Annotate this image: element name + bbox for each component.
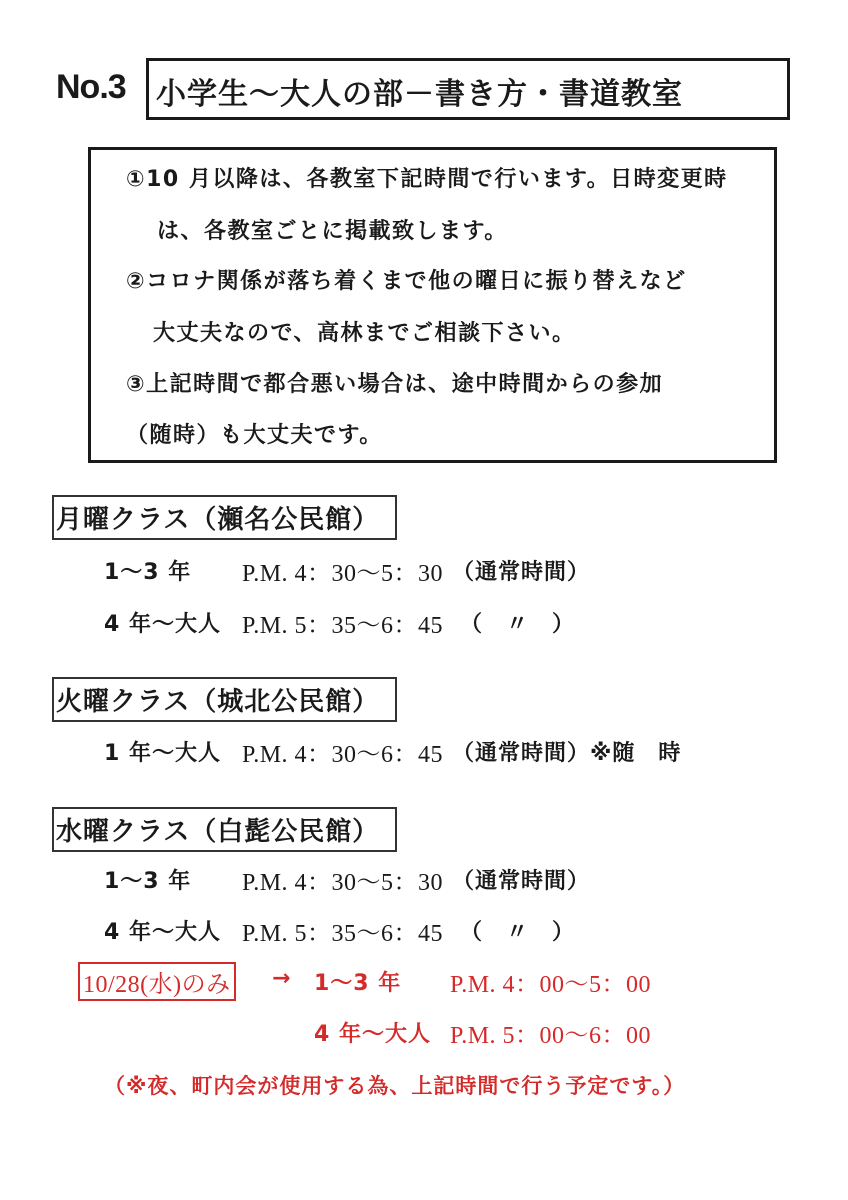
arrow-right-icon: → — [272, 966, 292, 991]
wednesday-class-heading: 水曜クラス（白髭公民館） — [52, 807, 397, 852]
tuesday-class-heading: 火曜クラス（城北公民館） — [52, 677, 397, 722]
tuesday-row-1-time: P.M. 4：30～6：45 — [242, 742, 444, 768]
tuesday-row-1-note: （通常時間）※随 時 — [452, 741, 682, 766]
wednesday-row-1-note: （通常時間） — [452, 869, 591, 894]
wednesday-row-1-grade: 1～3 年 — [104, 869, 192, 894]
special-reason-note: （※夜、町内会が使用する為、上記時間で行う予定です。） — [104, 1074, 686, 1098]
special-date-badge: 10/28(水)のみ — [78, 962, 236, 1001]
wednesday-row-2-grade: 4 年～大人 — [104, 920, 221, 945]
monday-row-2-note: （ 〃 ） — [460, 612, 576, 637]
notice-line-2: は、各教室ごとに掲載致します。 — [157, 219, 508, 244]
monday-row-1-time: P.M. 4：30～5：30 — [242, 561, 444, 587]
tuesday-row-1-grade: 1 年～大人 — [104, 741, 221, 766]
special-row-1-time: P.M. 4：00～5：00 — [450, 972, 652, 998]
monday-row-1-grade: 1～3 年 — [104, 560, 192, 585]
wednesday-row-2-time: P.M. 5：35～6：45 — [242, 921, 444, 947]
monday-class-heading: 月曜クラス（瀬名公民館） — [52, 495, 397, 540]
page-title: 小学生～大人の部－書き方・書道教室 — [156, 77, 683, 112]
notice-line-6: （随時）も大丈夫です。 — [126, 423, 383, 448]
monday-row-2-grade: 4 年～大人 — [104, 612, 221, 637]
special-row-1-grade: 1～3 年 — [314, 971, 402, 996]
notice-line-1: ①10 月以降は、各教室下記時間で行います。日時変更時 — [126, 167, 728, 192]
notice-box — [88, 147, 777, 463]
notice-line-4: 大丈夫なので、高林までご相談下さい。 — [153, 321, 576, 346]
monday-row-2-time: P.M. 5：35～6：45 — [242, 613, 444, 639]
special-row-2-time: P.M. 5：00～6：00 — [450, 1023, 652, 1049]
notice-line-5: ③上記時間で都合悪い場合は、途中時間からの参加 — [126, 372, 664, 397]
monday-row-1-note: （通常時間） — [452, 560, 591, 585]
notice-line-3: ②コロナ関係が落ち着くまで他の曜日に振り替えなど — [126, 269, 687, 294]
wednesday-row-2-note: （ 〃 ） — [460, 920, 576, 945]
wednesday-row-1-time: P.M. 4：30～5：30 — [242, 870, 444, 896]
special-row-2-grade: 4 年～大人 — [314, 1022, 431, 1047]
section-number: No.3 — [56, 68, 126, 106]
